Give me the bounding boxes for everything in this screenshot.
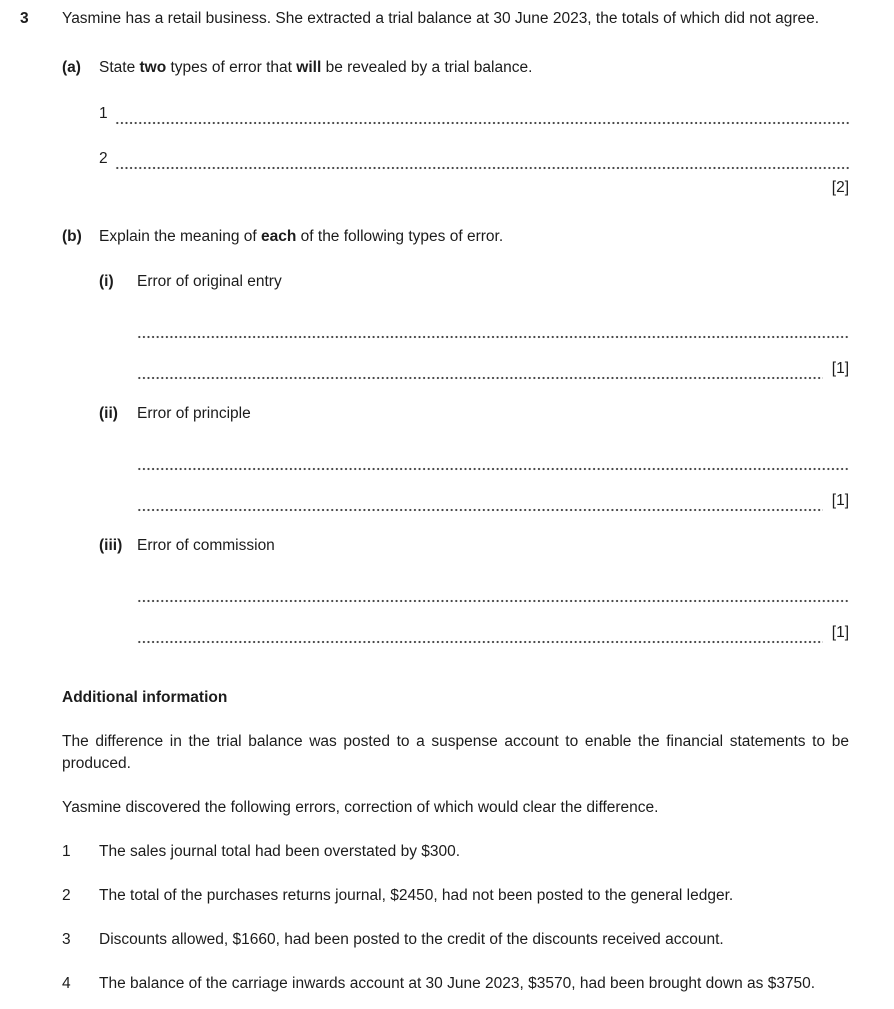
prompt-text: types of error that <box>166 59 297 76</box>
list-item <box>62 885 849 907</box>
part-b-content <box>99 226 849 644</box>
prompt-text: of the following types of error. <box>296 228 504 245</box>
subpart-title: Error of principle <box>137 405 251 422</box>
marks-label: [1] <box>831 492 849 509</box>
list-item <box>62 929 849 951</box>
part-a <box>62 57 849 199</box>
prompt-text: State <box>99 59 140 76</box>
subpart-title: Error of commission <box>137 537 275 554</box>
answer-dots <box>137 455 849 471</box>
answer-line-1 <box>99 103 849 125</box>
list-item-number: 3 <box>62 931 71 948</box>
list-item-number: 4 <box>62 975 71 992</box>
prompt-text: be revealed by a trial balance. <box>321 59 533 76</box>
question-body <box>62 8 849 995</box>
additional-info-para-2: Yasmine discovered the following errors, correction of which would clear the difference. <box>62 799 659 816</box>
subpart-title: Error of original entry <box>137 273 282 290</box>
list-item-text: The balance of the carriage inwards account at 30 June 2023, $3570, had been brought down as $3750. <box>99 975 816 992</box>
part-a-label: (a) <box>62 59 81 76</box>
part-b-label: (b) <box>62 228 82 245</box>
part-b-i <box>99 271 849 380</box>
subpart-label: (iii) <box>99 537 123 554</box>
marks-label: [1] <box>831 360 849 377</box>
answer-line <box>137 358 849 380</box>
subpart-label: (i) <box>99 273 114 290</box>
part-a-content <box>99 57 849 199</box>
answer-line <box>137 587 849 603</box>
subpart-content <box>137 403 849 512</box>
subpart-content <box>137 535 849 644</box>
answer-line <box>137 323 849 339</box>
list-item-text: Discounts allowed, $1660, had been posted to the credit of the discounts received account. <box>99 931 724 948</box>
marks-label: [1] <box>831 624 849 641</box>
answer-line-number: 2 <box>99 150 108 167</box>
answer-dots <box>137 364 823 380</box>
part-a-prompt <box>99 57 849 79</box>
answer-dots <box>137 628 823 644</box>
prompt-bold: two <box>139 59 167 76</box>
answer-line-number: 1 <box>99 105 108 122</box>
question-stem: Yasmine has a retail business. She extracted a trial balance at 30 June 2023, the totals of which did not agree. <box>62 10 820 27</box>
additional-info-para-1: The difference in the trial balance was posted to a suspense account to enable the financial statements to be produced. <box>62 733 849 772</box>
subpart-content <box>137 271 849 380</box>
list-item <box>62 973 849 995</box>
list-item <box>62 841 849 863</box>
part-a-marks: [2] <box>831 179 849 196</box>
list-item-text: The sales journal total had been overstated by $300. <box>99 843 461 860</box>
prompt-bold: will <box>296 59 322 76</box>
prompt-text: Explain the meaning of <box>99 228 261 245</box>
answer-line-2 <box>99 148 849 170</box>
list-item-number: 1 <box>62 843 71 860</box>
answer-line <box>137 455 849 471</box>
part-b <box>62 226 849 644</box>
prompt-bold: each <box>261 228 297 245</box>
subpart-label: (ii) <box>99 405 118 422</box>
question-3 <box>20 8 849 995</box>
list-item-text: The total of the purchases returns journal, $2450, had not been posted to the general ledger. <box>99 887 734 904</box>
part-b-ii <box>99 403 849 512</box>
additional-info-heading: Additional information <box>62 689 228 706</box>
answer-dots <box>115 109 849 125</box>
question-number: 3 <box>20 10 29 27</box>
answer-dots <box>137 587 849 603</box>
answer-dots <box>115 154 849 170</box>
list-item-number: 2 <box>62 887 71 904</box>
answer-dots <box>137 323 849 339</box>
answer-line <box>137 490 849 512</box>
part-b-prompt <box>99 226 849 248</box>
answer-line <box>137 622 849 644</box>
part-b-iii <box>99 535 849 644</box>
answer-dots <box>137 496 823 512</box>
